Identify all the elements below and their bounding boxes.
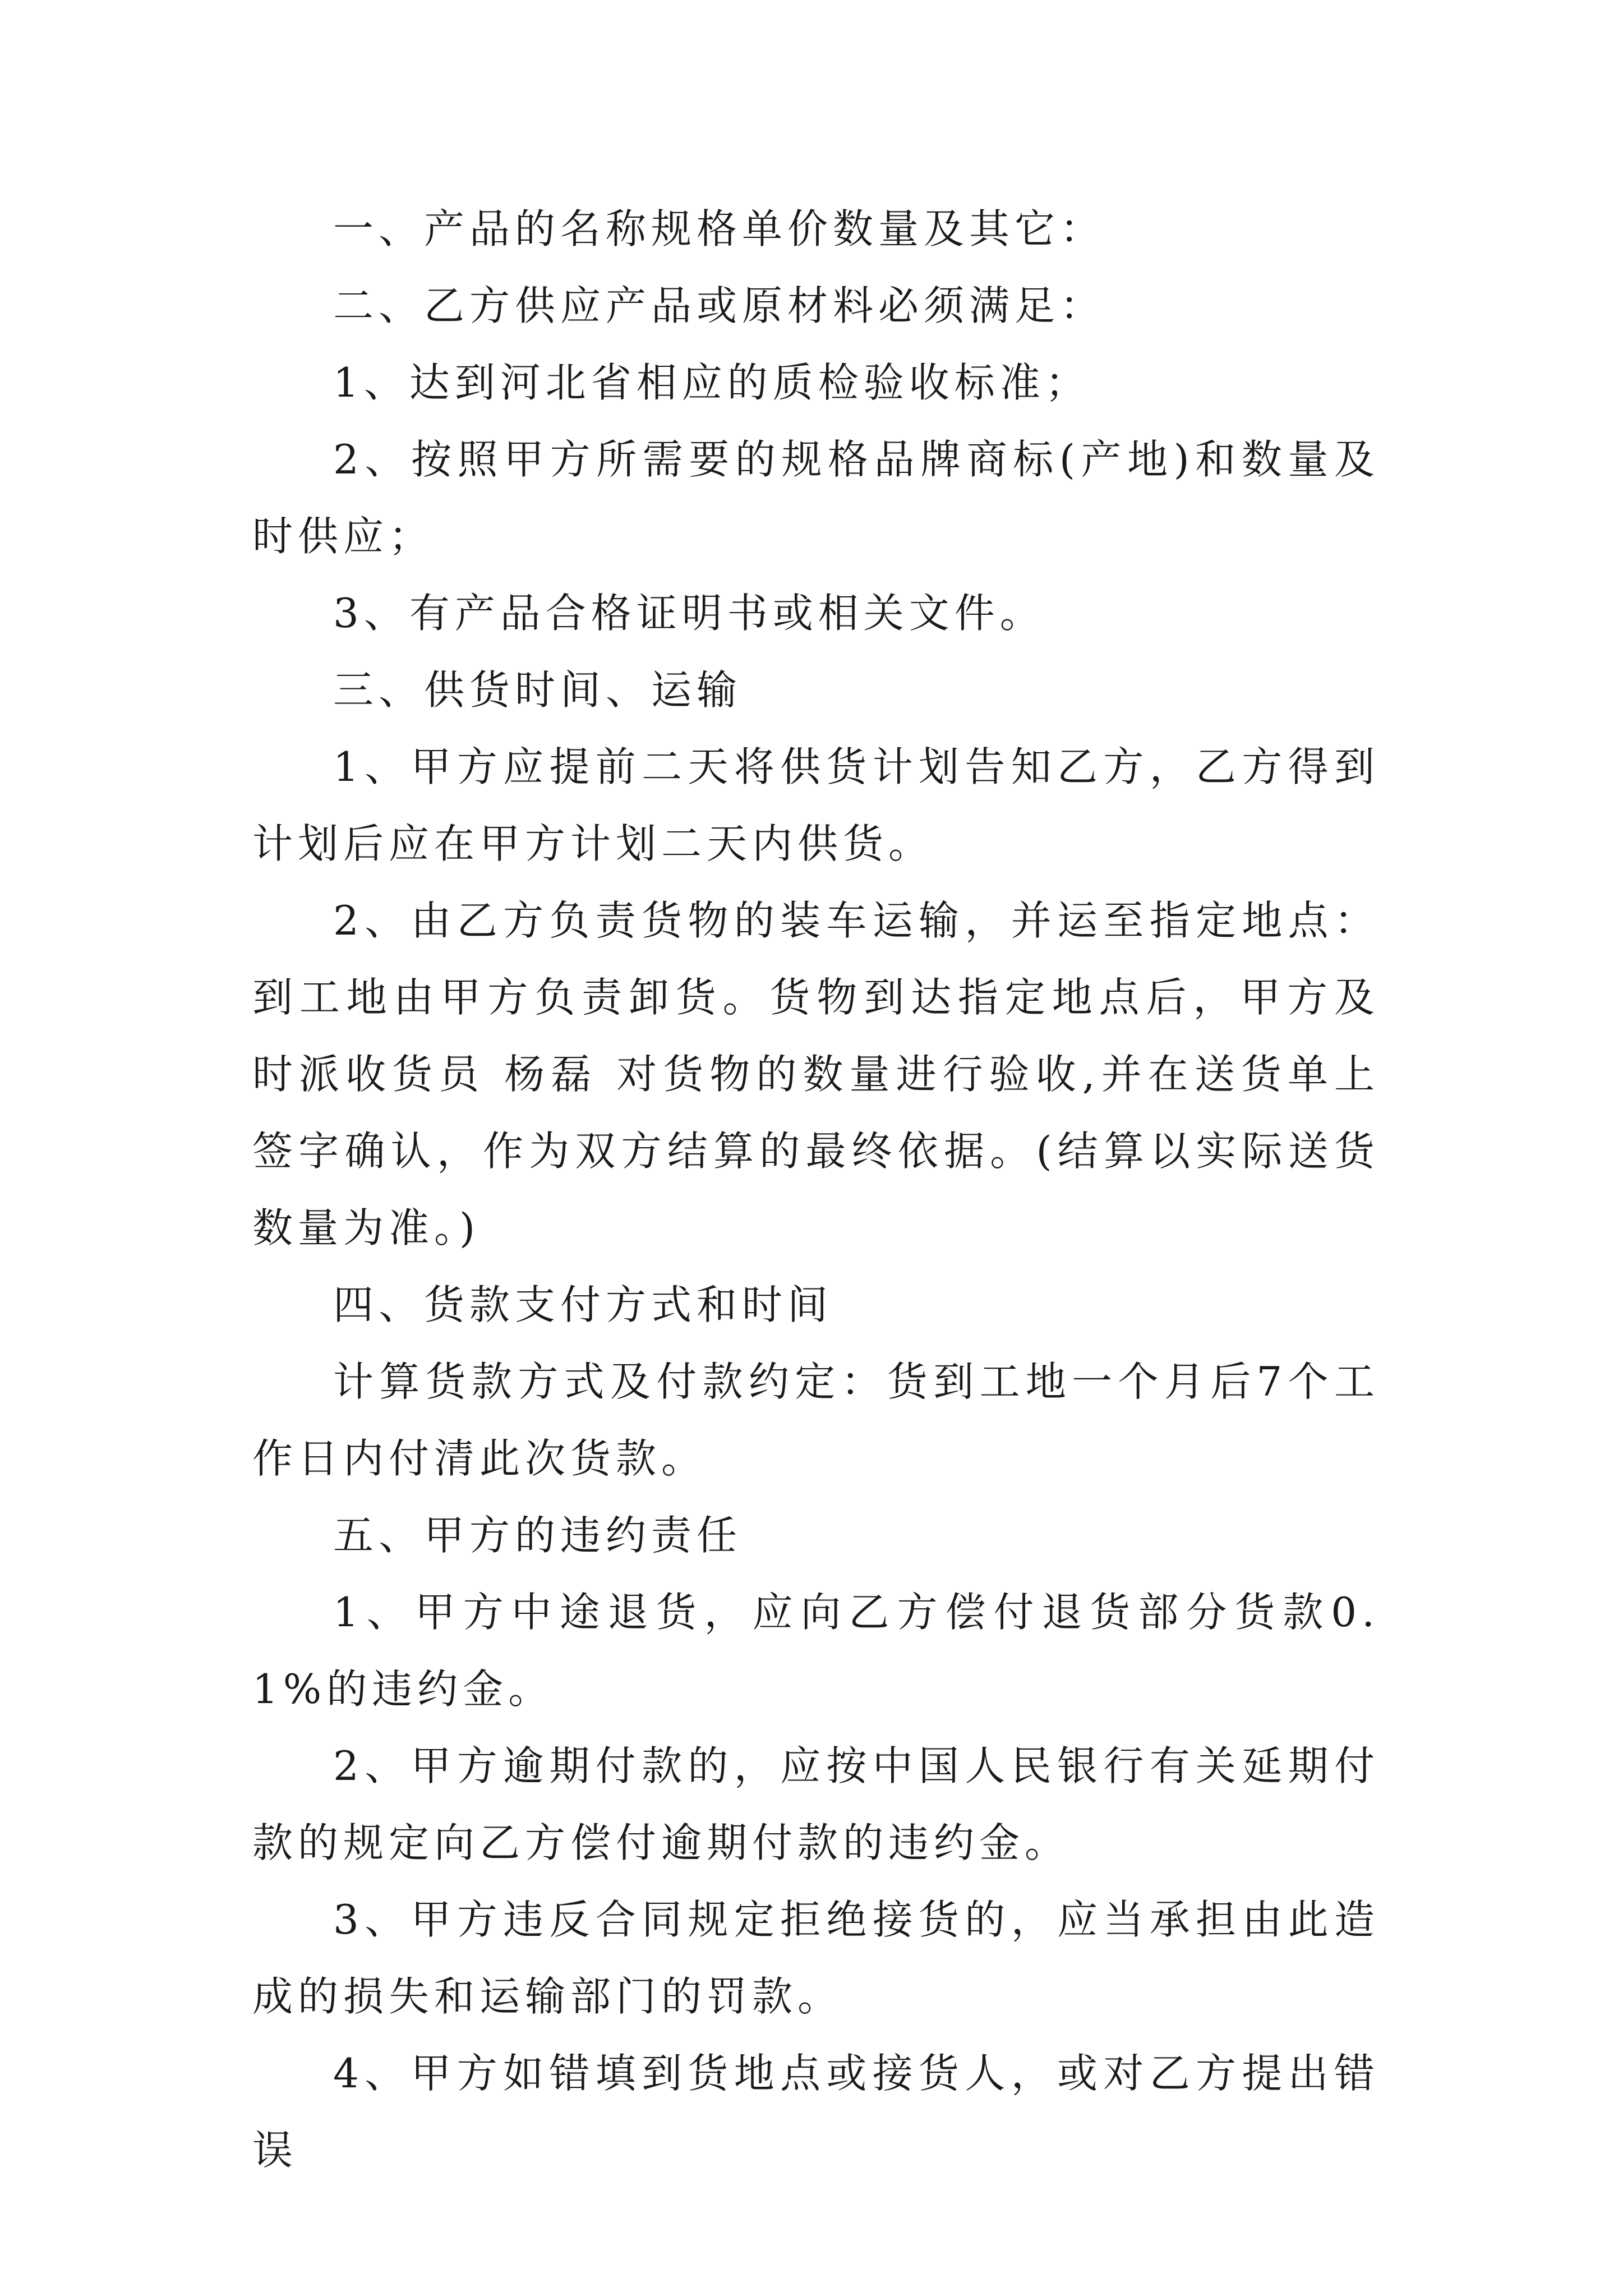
section-heading-payment: 四、货款支付方式和时间 [333, 1281, 833, 1328]
document-page [252, 191, 1380, 2189]
clause-refuse-delivery: 3、甲方违反合同规定拒绝接货的，应当承担由此造成的损失和运输部门的罚款。 [252, 1896, 1380, 2020]
section-heading-delivery: 三、供货时间、运输 [333, 666, 743, 714]
clause-late-payment: 2、甲方逾期付款的，应按中国人民银行有关延期付款的规定向乙方偿付逾期付款的违约金。 [252, 1742, 1380, 1866]
clause-return-penalty: 1、甲方中途退货，应向乙方偿付退货部分货款0.1%的违约金。 [252, 1589, 1380, 1713]
clause-wrong-address: 4、甲方如错填到货地点或接货人，或对乙方提出错误 [252, 2050, 1380, 2174]
clause-spec-supply: 2、按照甲方所需要的规格品牌商标(产地)和数量及时供应； [252, 436, 1380, 560]
section-heading-products: 一、产品的名称规格单价数量及其它： [333, 205, 1106, 252]
clause-payment-terms: 计算货款方式及付款约定：货到工地一个月后7个工作日内付清此次货款。 [252, 1358, 1380, 1482]
section-heading-supply-requirements: 二、乙方供应产品或原材料必须满足： [333, 282, 1106, 329]
clause-quality-standard: 1、达到河北省相应的质检验收标准； [333, 359, 1091, 406]
section-heading-party-a-liability: 五、甲方的违约责任 [333, 1512, 743, 1559]
clause-transport-acceptance: 2、由乙方负责货物的装车运输，并运至指定地点：到工地由甲方负责卸货。货物到达指定地点后，甲方及时派收货员 杨磊 对货物的数量进行验收,并在送货单上签字确认，作为双方结算的最终依据。(结算以实际送货数量为准。) [252, 897, 1380, 1251]
clause-delivery-plan: 1、甲方应提前二天将供货计划告知乙方，乙方得到计划后应在甲方计划二天内供货。 [252, 743, 1380, 867]
clause-certificate: 3、有产品合格证明书或相关文件。 [333, 590, 1045, 637]
